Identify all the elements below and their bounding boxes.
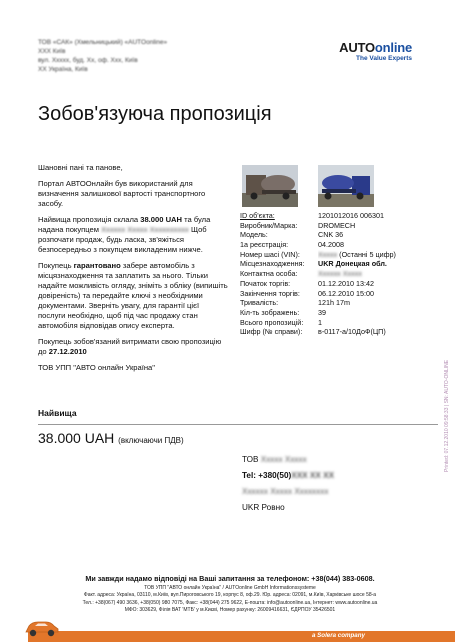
vin-redacted: Ххххх: [318, 249, 338, 259]
spec-key: Початок торгів:: [240, 278, 291, 288]
spec-key: Всього пропозицій:: [240, 317, 304, 327]
offer-paragraph: Найвища пропозиція склала 38.000 UAH та була надана покупцем Хххххх Ххххх Хххххххххх Щоб розпочати продаж, будь ласка, зв'яжіться безпосередньо з покупцем викладеним нижче.: [38, 215, 211, 254]
spec-value: (Останні 5 цифр): [339, 249, 396, 259]
spec-row: [240, 327, 430, 337]
spec-key: 1а реєстрація:: [240, 240, 289, 250]
spec-row: [240, 221, 430, 231]
address-line: вул. Ххххх, буд. Хх, оф. Ххх, Київ: [38, 57, 138, 64]
page-title: Зобов'язуюча пропозиція: [38, 103, 272, 125]
phone-redacted: ХХХ ХХ ХХ: [291, 471, 335, 480]
greeting: Шановні пані та панове,: [38, 163, 123, 172]
address-line: ХХХ Київ: [38, 48, 66, 55]
spec-value: 121h 17m: [318, 298, 350, 308]
spec-row: [240, 259, 430, 269]
sender-address: [38, 38, 218, 74]
spec-value: 1: [318, 317, 322, 327]
spec-row: [240, 240, 430, 250]
car-icon: [24, 619, 60, 637]
spec-key: ID об'єкта:: [240, 211, 275, 220]
buyer-address-redacted: Хххххх Ххххх Хххххххх: [242, 487, 329, 496]
vehicle-photo[interactable]: [242, 165, 298, 207]
solera-label: a Solera company: [312, 632, 365, 639]
address-line: ХХ Україна, Київ: [38, 66, 88, 73]
spec-row: [240, 230, 430, 240]
best-offer-price: [38, 430, 184, 446]
price-vat-note: (включаючи ПДВ): [118, 436, 184, 445]
spec-row: [240, 269, 430, 279]
divider: [38, 424, 438, 425]
spec-value: в-0117-а/10ДоФ(ЦП): [318, 327, 386, 337]
spec-key: Виробник/Марка:: [240, 220, 298, 230]
logo-auto: AUTO: [339, 40, 375, 55]
footer-details: ТОВ УПП "АВТО онлайн Україна" / AUTOonline GmbH Informationssysteme Факт. адреса: Україна, 03110, м.Київ, вул.Пироговського 19, корпус 8, оф.29. Юр. адреса: 02091, м.Київ, Харківське шосе 58-а Тел.: +38(067) 490 3636, +38(050) 980 7075, Факс: +38(044) 275 9622, E-пошта: info@autoonline.ua, Інтернет: www.autoonline.ua МФО: 303629, Філія ВАТ 'МТБ' у м.Києві, Номер рахунку: 26009416631, ЄДРПОУ 35426501: [82, 585, 378, 614]
buyer-phone: Tel: +380(50)ХХХ ХХ ХХ: [242, 471, 335, 480]
spec-key: Номер шасі (VIN):: [240, 249, 300, 259]
spec-row: [240, 308, 430, 318]
vehicle-specs: [240, 211, 430, 337]
side-print-info: Printed: 07.12.2010 09:58:33 | SN: AUTO-ONLINE: [444, 359, 450, 472]
spec-key: Модель:: [240, 230, 268, 240]
logo-online: online: [374, 40, 412, 55]
buyer-name-redacted: Хххххх Ххххх Хххххххххх: [101, 225, 189, 234]
spec-row: [240, 298, 430, 308]
intro-paragraph: Портал АВТООнлайн був використаний для визначення залишкової вартості транспортного засобу.: [38, 179, 206, 208]
buyer-city: UKR Ровно: [242, 503, 285, 512]
spec-value: 06.12.2010 15:00: [318, 288, 374, 298]
letter-body: [38, 163, 228, 379]
spec-value: UKR Донецкая обл.: [318, 259, 387, 269]
spec-key: Шифр (№ справи):: [240, 327, 303, 337]
company-redacted: Ххххх Ххххх: [260, 455, 307, 464]
spec-key: Закінчення торгів:: [240, 288, 300, 298]
footer-contact-line: Ми завжди надамо відповіді на Ваші запитання за телефоном: +38(044) 383-0608.: [85, 574, 375, 583]
spec-key: Контактна особа:: [240, 269, 298, 279]
offer-amount: 38.000 UAH: [140, 215, 183, 224]
spec-value: 01.12.2010 13:42: [318, 278, 374, 288]
footer-bar: [28, 631, 455, 642]
spec-value: 04.2008: [318, 240, 344, 250]
spec-key: Місцезнаходження:: [240, 259, 305, 269]
spec-row: [240, 289, 430, 299]
signature: ТОВ УПП "АВТО онлайн Україна": [38, 363, 155, 372]
spec-row: [240, 250, 430, 260]
contact-redacted: Хххххх Ххххх: [318, 269, 362, 279]
validity-date: 27.12.2010: [48, 347, 87, 356]
spec-value: DROMECH: [318, 220, 356, 230]
spec-key: Тривалість:: [240, 298, 279, 308]
spec-row: [240, 211, 430, 221]
vehicle-photo[interactable]: [318, 165, 374, 207]
spec-value: 1201012016 006301: [318, 211, 384, 220]
spec-row: [240, 279, 430, 289]
footer: [30, 574, 430, 615]
spec-key: Кіл-ть зображень:: [240, 307, 300, 317]
buyer-company: ТОВ Ххххх Ххххх: [242, 455, 307, 464]
price-amount: 38.000 UAH: [38, 430, 115, 446]
spec-value: 39: [318, 307, 326, 317]
address-line: ТОВ «САК» (Хмельницький) «AUTOonline»: [38, 39, 168, 46]
spec-value: CNK 36: [318, 230, 344, 240]
best-offer-label: Найвища: [38, 408, 77, 418]
logo-tagline: The Value Experts: [356, 55, 412, 62]
autoonline-logo: [312, 40, 412, 62]
validity-paragraph: Покупець зобов'язаний витримати свою пропозицію до 27.12.2010: [38, 337, 222, 356]
guarantee-paragraph: Покупець гарантовано забере автомобіль з місцязнаходження та заплатить за нього. Тільки надайте можливість огляду, зніміть з обліку (випишіть довіреність) та передайте ключі з необхідними документами. Зверніть увагу, для гарантії цієї послуги необхідно, щоб під час продажу стан автомобіля відповідав опису експерта.: [38, 261, 228, 330]
spec-row: [240, 318, 430, 328]
buyer-details: [242, 452, 432, 516]
